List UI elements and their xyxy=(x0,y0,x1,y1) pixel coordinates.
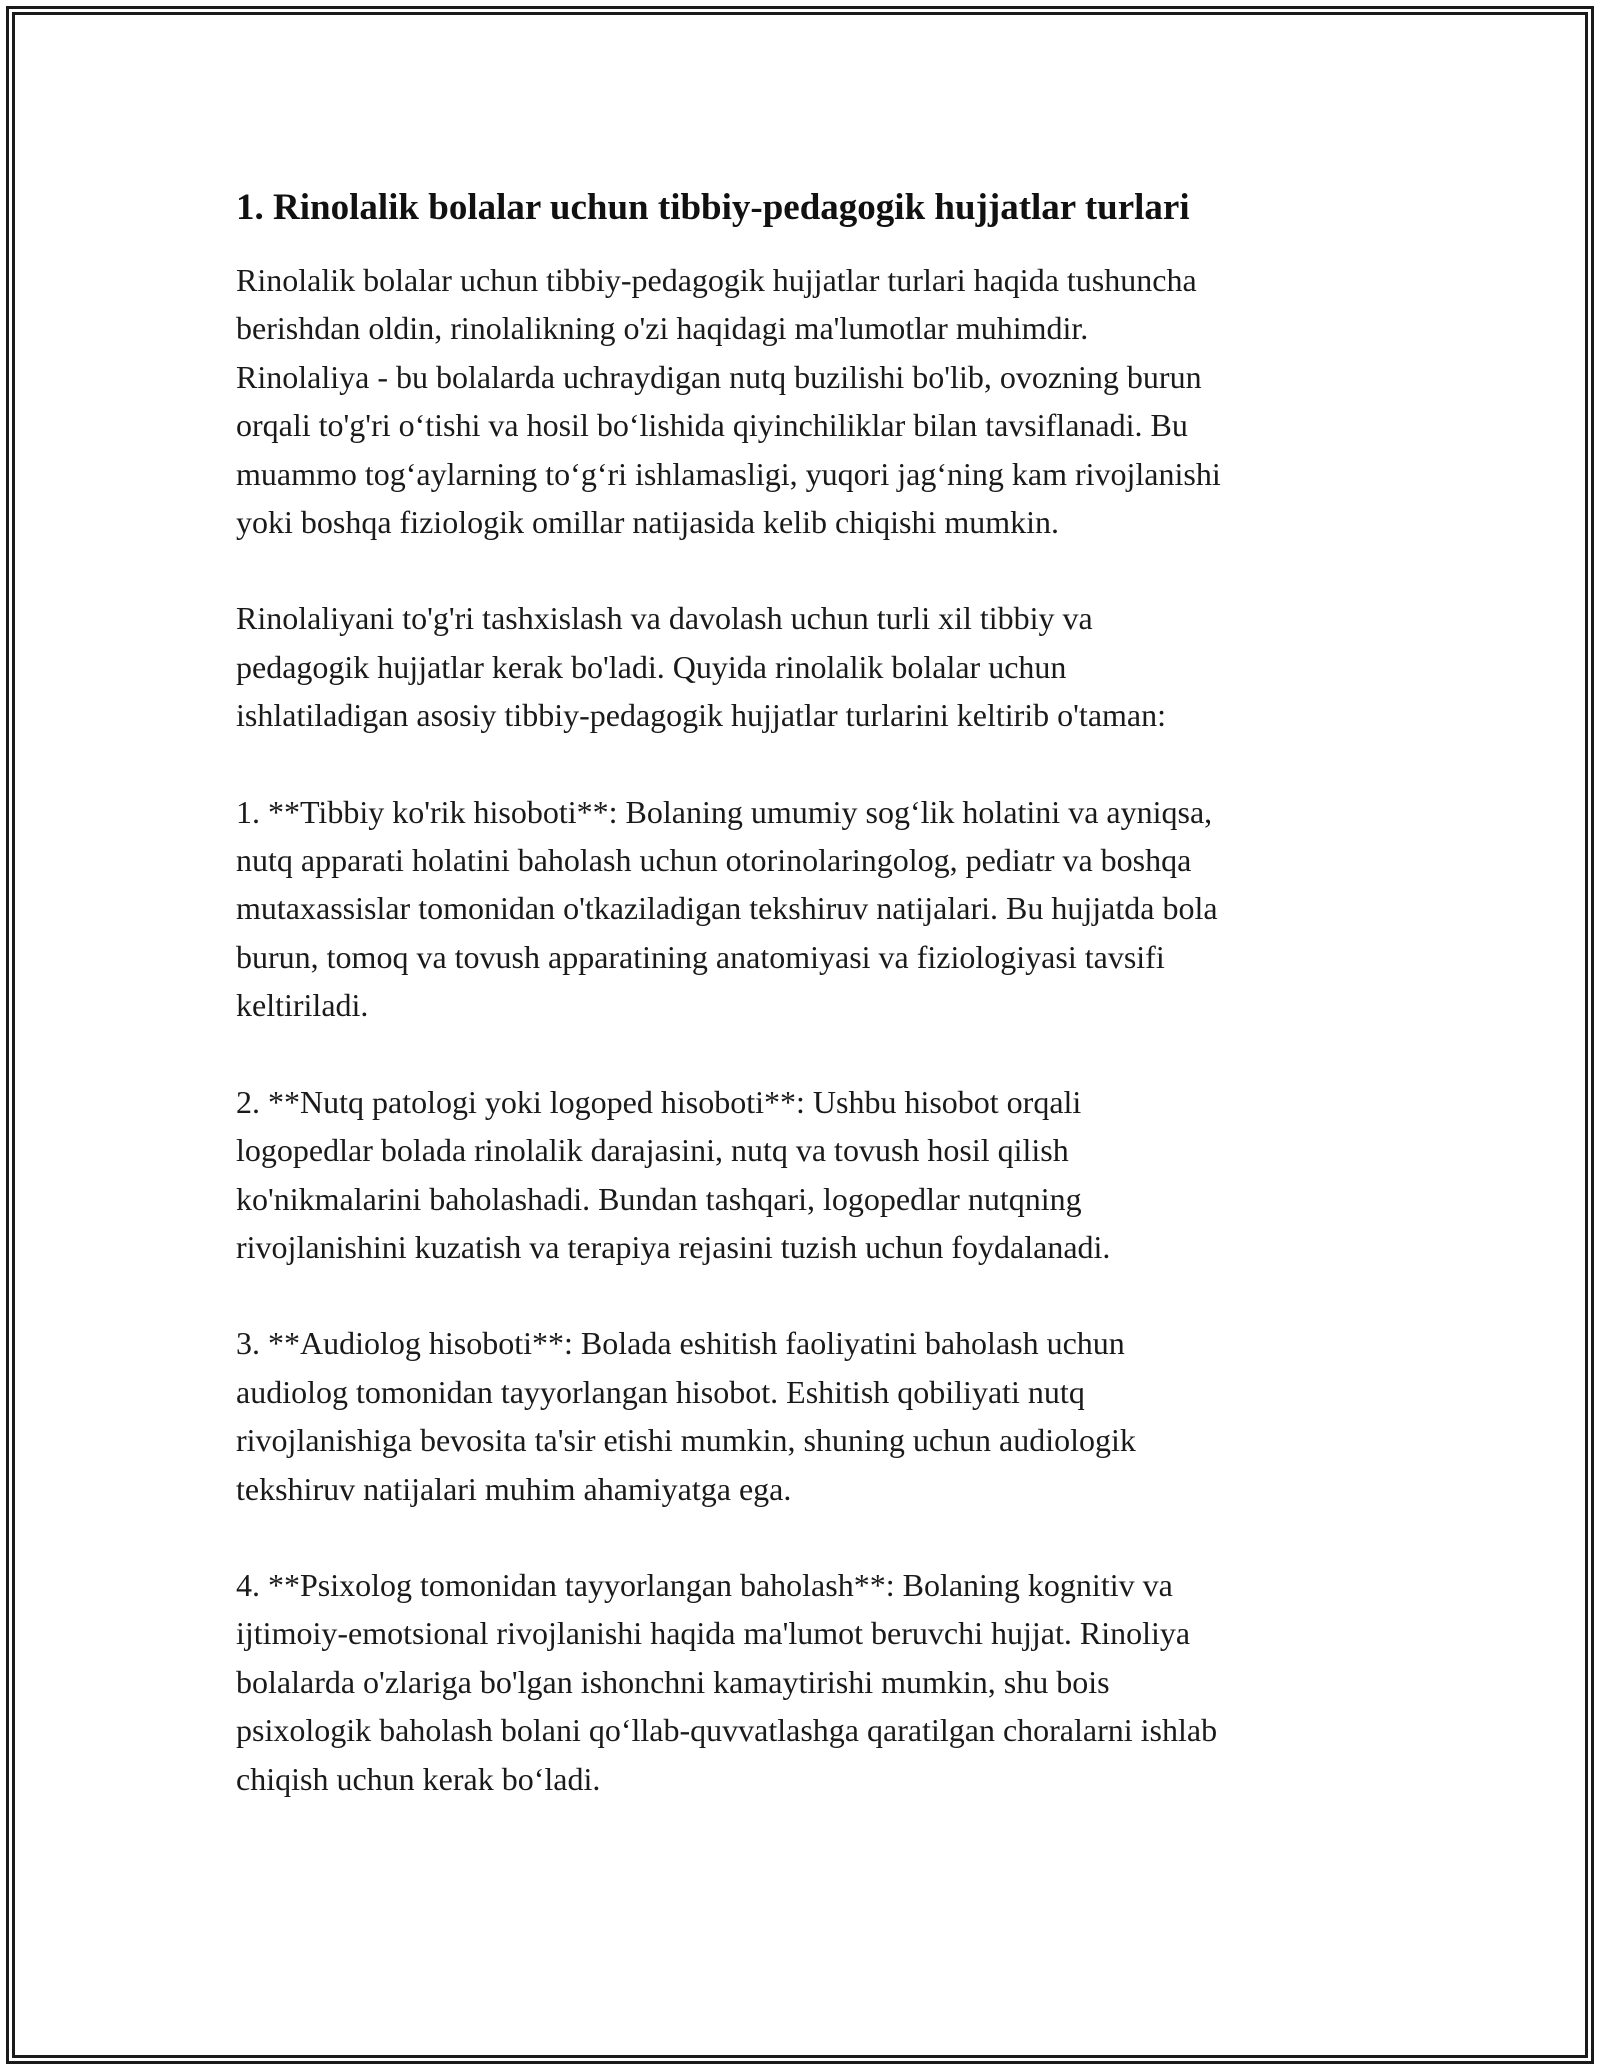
document-title: 1. Rinolalik bolalar uchun tibbiy-pedagogik hujjatlar turlari xyxy=(236,187,1190,228)
document-body xyxy=(236,186,1386,1851)
overview-paragraph: Rinolaliyani to'g'ri tashxislash va davolash uchun turli xil tibbiy va pedagogik hujjatlar kerak bo'ladi. Quyida rinolalik bolalar uchun ishlatiladigan asosiy tibbiy-pedagogik hujjatlar turlarini keltirib o'taman: xyxy=(236,600,1166,734)
list-item-speech-report: 2. **Nutq patologi yoki logoped hisoboti**: Ushbu hisobot orqali logopedlar bolada rinolalik darajasini, nutq va tovush hosil qilish ko'nikmalarini baholashadi. Bundan tashqari, logopedlar nutqning rivojlanishini kuzatish va terapiya rejasini tuzish uchun foydalanadi. xyxy=(236,1083,1111,1265)
intro-paragraph: Rinolalik bolalar uchun tibbiy-pedagogik hujjatlar turlari haqida tushuncha berishdan oldin, rinolalikning o'zi haqidagi ma'lumotlar muhimdir. Rinolaliya - bu bolalarda uchraydigan nutq buzilishi bo'lib, ovozning burun orqali to'g'ri o‘tishi va hosil bo‘lishida qiyinchiliklar bilan tavsiflanadi. Bu muammo tog‘aylarning to‘g‘ri ishlamasligi, yuqori jag‘ning kam rivojlanishi yoki boshqa fiziologik omillar natijasida kelib chiqishi mumkin. xyxy=(236,262,1221,541)
list-item-audiologist-report: 3. **Audiolog hisoboti**: Bolada eshitish faoliyatini baholash uchun audiolog tomonidan tayyorlangan hisobot. Eshitish qobiliyati nutq rivojlanishiga bevosita ta'sir etishi mumkin, shuning uchun audiologik tekshiruv natijalari muhim ahamiyatga ega. xyxy=(236,1325,1136,1507)
list-item-medical-report: 1. **Tibbiy ko'rik hisoboti**: Bolaning umumiy sog‘lik holatini va ayniqsa, nutq apparati holatini baholash uchun otorinolaringolog, pediatr va boshqa mutaxassislar tomonidan o'tkaziladigan tekshiruv natijalari. Bu hujjatda bola burun, tomoq va tovush apparatining anatomiyasi va fiziologiyasi tavsifi keltiriladi. xyxy=(236,793,1218,1024)
list-item-psychologist-assessment: 4. **Psixolog tomonidan tayyorlangan baholash**: Bolaning kognitiv va ijtimoiy-emotsional rivojlanishi haqida ma'lumot beruvchi hujjat. Rinoliya bolalarda o'zlariga bo'lgan ishonchni kamaytirishi mumkin, shu bois psixologik baholash bolani qo‘llab-quvvatlashga qaratilgan choralarni ishlab chiqish uchun kerak bo‘ladi. xyxy=(236,1566,1218,1797)
